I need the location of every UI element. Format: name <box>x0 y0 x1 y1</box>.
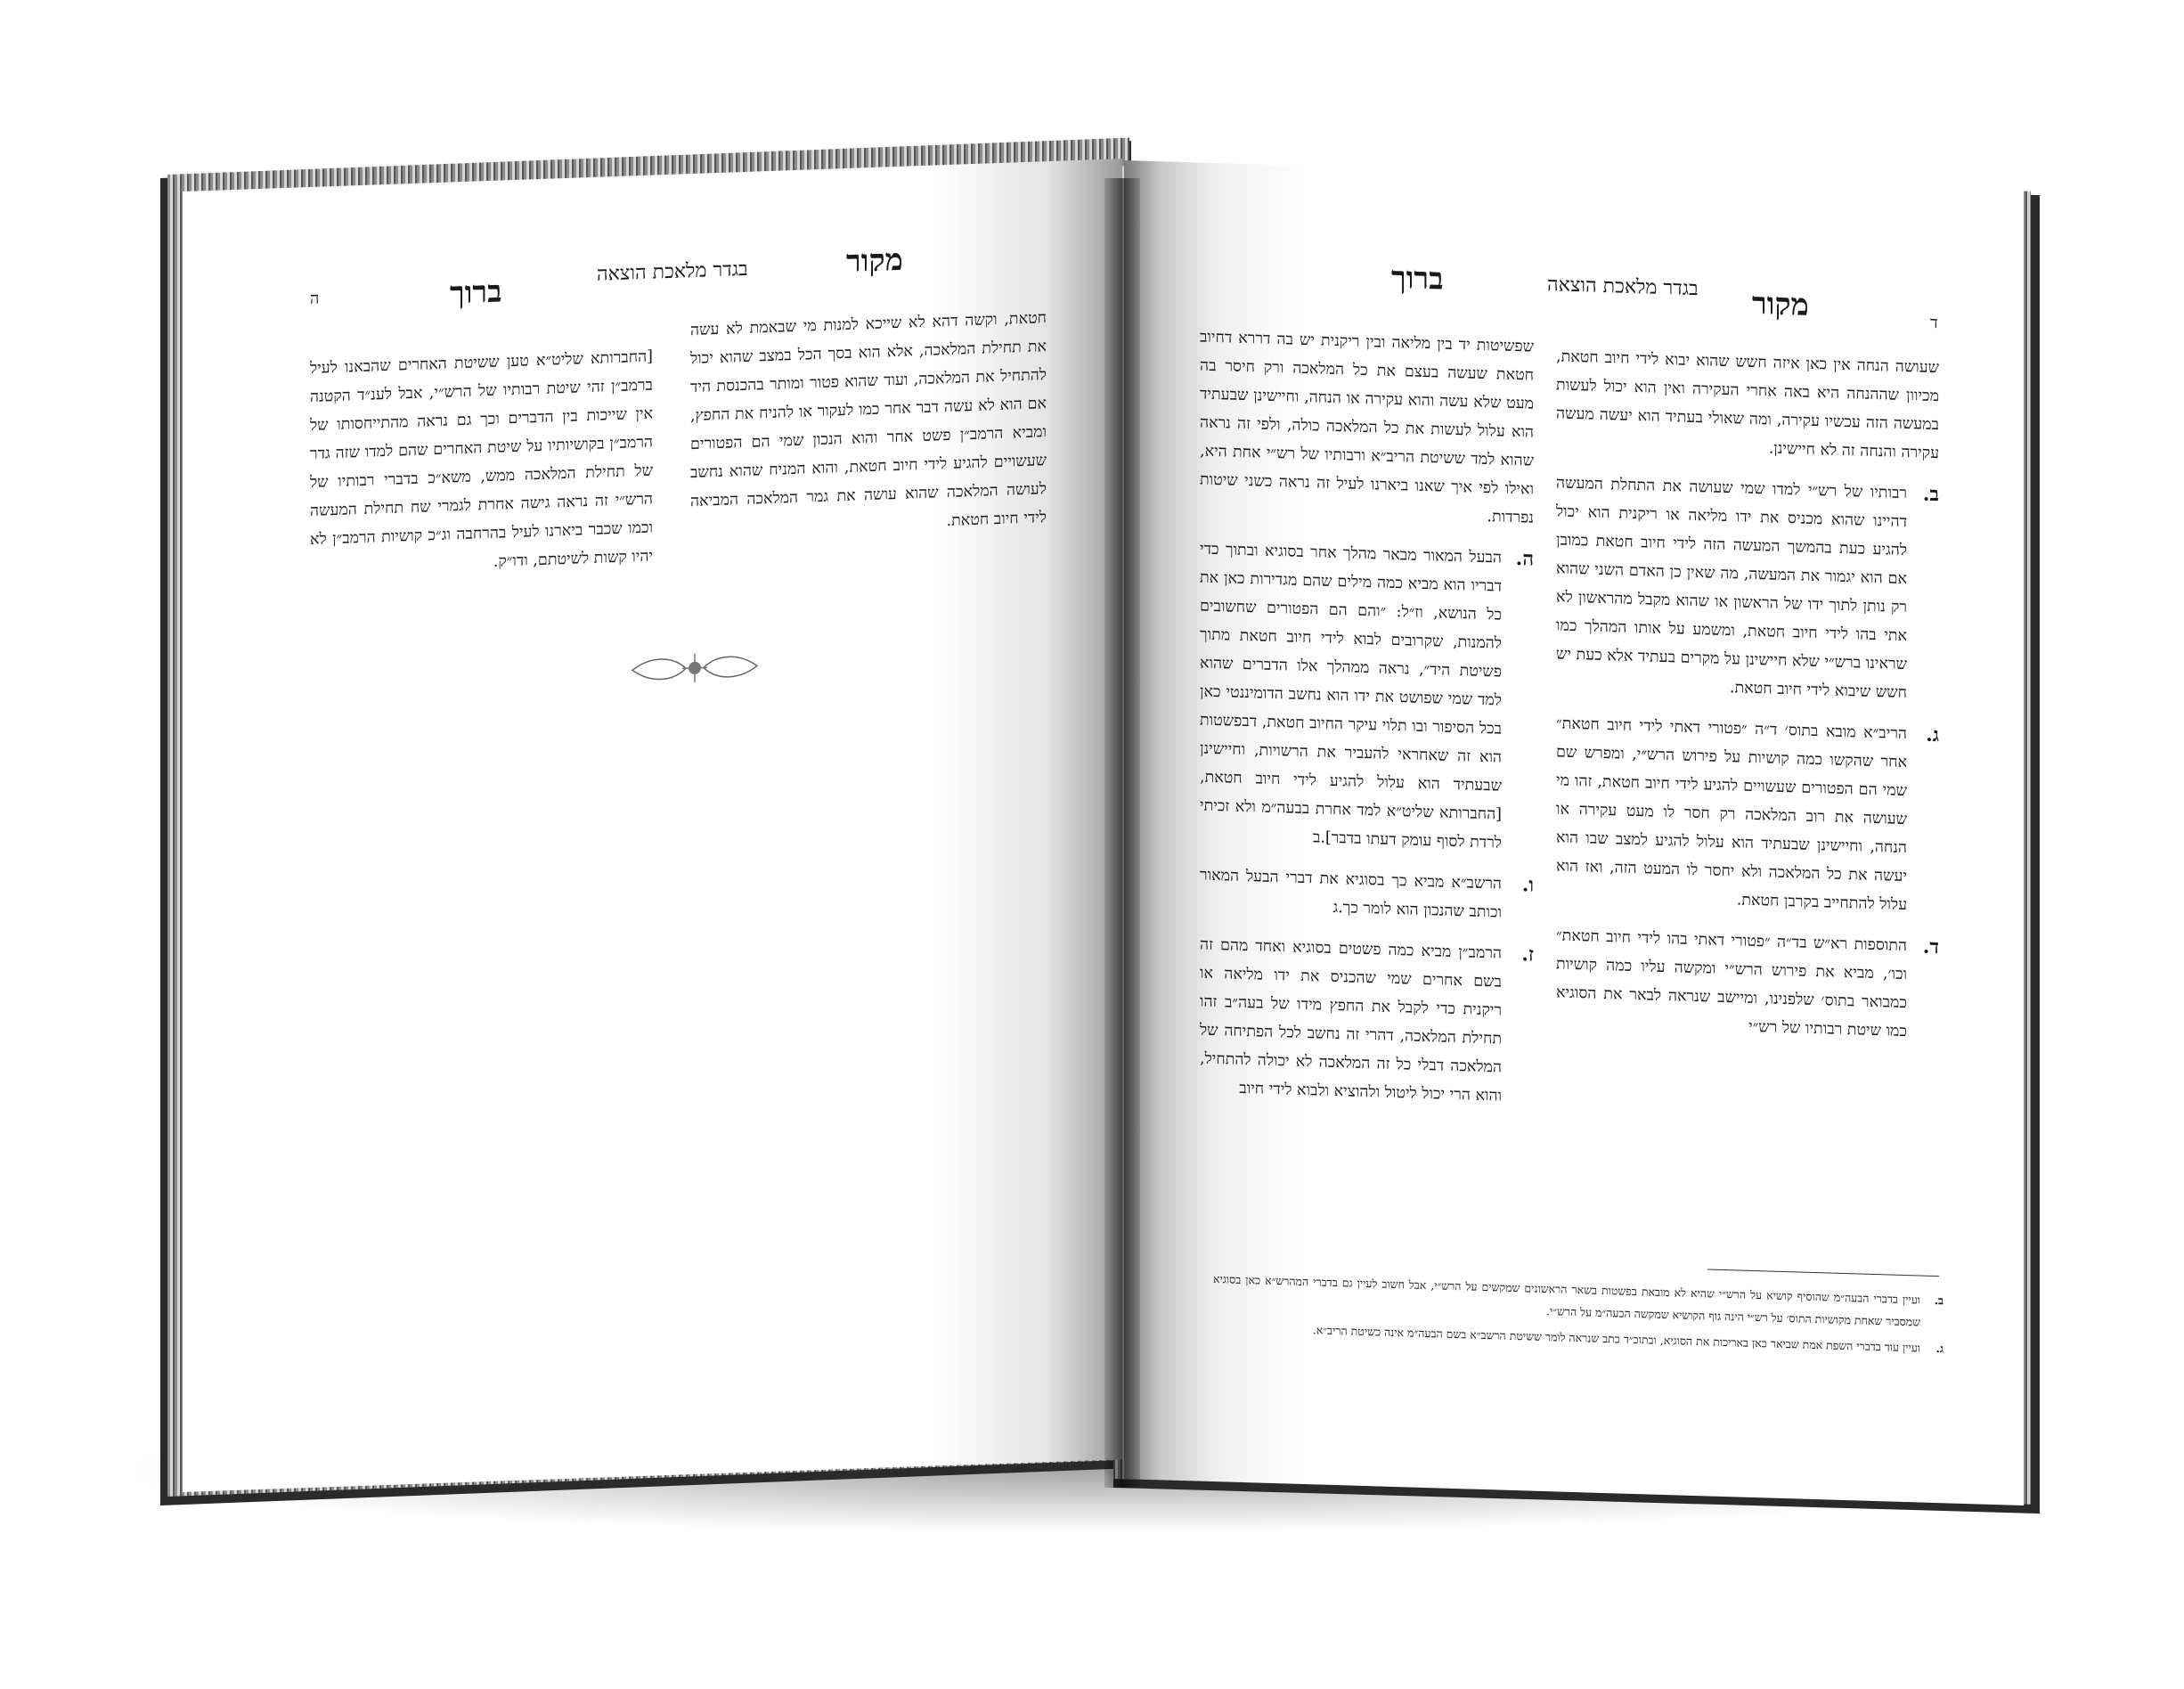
numbered-paragraph: ז. הרמב״ן מביא כמה פשטים בסוגיא ואחד מהם זה בשם אחרים שמי שהכניס את ידו מליאה או ריקנית כדי לקבל את החפץ מידו של בעה״ב זהו תחילת המלאכה, דהרי זה נחשב לכל הפתיחה של המלאכה דבלי כל זה המלאכה לא יכולה להתחיל, והוא הרי יכול ליטול ולהוציא ולבוא לידי חיוב <box>1200 935 1534 1106</box>
right-page-col-left <box>1200 323 1534 1124</box>
footnote: ב. ועיין בדברי הבעה״מ שהוסיף קושיא על הרש״י שהיא לא מובאת בפשטות בשאר הראשונים שמקשים על הרש״י, אבל חשוב לעיין גם בדברי המהרש״א כאן בסוגיא שמסביר שאחת מקושיות התוס׳ על רש״י הינה גוף הקושיא שמקשה הבעה״מ על הרש״י. <box>1213 1271 1944 1329</box>
paragraph: [החברותא שליט״א טען ששיטת האחרים שהבאנו לעיל ברמב״ן זהי שיטת רבותיו של הרש״י, אבל לענ״ד הקטנה אין שייכות בין הדברים וכך גם נראה מהתייחסותו של הרמב״ן בקושיותיו על שיטת האחרים שהם למדו שזה גדר של תחילת המלאכה ממש, משא״כ בדברי רבותיו של הרש״י זה נראה גישה אחרת לגמרי שח תחילת המעשה וכמו שכבר ביארנו לעיל בהרחבה וג״כ קושיות הרמב״ן לא יהיו קשות לשיטתם, ודו״ק. <box>310 347 653 571</box>
section-mark: ג. <box>1926 722 1939 747</box>
paragraph: שפשיטות יד בין מליאה ובין ריקנית יש בה דררא דחיוב חטאת שעשה בעצם את כל המלאכה ורק חיסר בה מעט שלא עשה והוא עקירה או הנחה, וחיישינן שבעתיד הוא עלול לעשות את כל המלאכה כולה, ולפי זה נראה שהוא למד ששיטת הריב״א ורבותיו של רש״י אחת היא, ואילו לפי איך שאנו ביארנו לעיל זה נראה כשני שיטות נפרדות. <box>1200 328 1534 527</box>
section-mark: ב. <box>1922 482 1939 507</box>
header-author: ברוך <box>450 273 502 312</box>
page-number: ד <box>1930 313 1938 333</box>
section-mark: ז. <box>1521 942 1534 967</box>
left-page-col-left <box>310 343 653 595</box>
header-big-right: מקור <box>1752 285 1809 323</box>
paragraph: שעושה הנחה אין כאן איזה חשש שהוא יבוא לידי חיוב חטאת, מכיוון שההנחה היא באה אחרי העקירה ואין הוא יכול לעשות במעשה הזה עכשיו עקירה, ומה שאולי בעתיד הוא יעשה מעשה עקירה והנחה זה לא חיישינן. <box>1556 347 1939 463</box>
right-page <box>1124 160 2024 1505</box>
book-gutter <box>1104 178 1140 1488</box>
section-mark: ו. <box>1521 873 1534 897</box>
numbered-paragraph: ב. רבותיו של רש״י למדו שמי שעושה את התחלת המעשה דהיינו שהוא מכניס את ידו מליאה או ריקנית הוא יכול להגיע כעת בהמשך המעשה הזה לידי חיוב חטאת כמובן אם הוא יגמור את המעשה, מה שאין כן האדם השני שהוא רק נותן לתוך ידו של הראשון או שהוא מקבל מהראשון לא אתי בהו לידי חיוב חטאת, ומשמע על אותו המהלך כמו שראינו ברש״י שלא חיישינן על מקרים בעתיד אלא כעת יש חשש שיבוא לידי חיוב חטאת. <box>1556 474 1939 703</box>
header-author: ברוך <box>1391 259 1444 298</box>
ornament-flourish <box>623 648 766 689</box>
footnote-mark: ג. <box>1935 1342 1944 1356</box>
footnote-mark: ב. <box>1934 1293 1944 1308</box>
paragraph: חטאת, וקשה דהא לא שייכא למנות מי שבאמת לא עשה את תחילת המלאכה, אלא הוא בסך הכל במצב שהוא יכול להתחיל את המלאכה, ועוד שהוא פטור ומותר בהכנסת היד אם הוא לא עשה דבר אחר כמו לעקור או להניח את החפץ, ומביא הרמב״ן פשט אחר והוא הנכון שמי הם הפטורים שעשויים להגיע לידי חיוב חטאת, והוא המניח שהוא נחשב לעושה המלאכה שהוא עושה את גמר המלאכה המביאה לידי חיוב חטאת. <box>690 309 1047 531</box>
page-number: ה <box>310 289 320 309</box>
footnotes <box>1213 1268 1944 1363</box>
header-big-left: מקור <box>846 241 903 280</box>
section-mark: ה. <box>1515 547 1534 571</box>
right-page-col-right <box>1556 342 1939 1059</box>
left-page-col-right <box>690 304 1047 557</box>
left-page <box>183 159 1122 1492</box>
numbered-paragraph: ד. התוספות רא״ש בד״ה ״פטורי דאתי בהו לידי חיוב חטאת״ וכו׳, מביא את פירוש הרש״י ומקשה עליו כמה קושיות כמבואר בתוס׳ שלפנינו, ומיישב שנראה לבאר את הסוגיא כמו שיטת רבותיו של רש״י <box>1556 926 1939 1041</box>
footnote: ג. ועיין עוד בדברי השפת אמת שביאר כאן באריכות את הסוגיא, ובתוכ״ד כתב שנראה לומר ששיטת הרשב״א בשם הבעה״מ אינה כשיטת הריב״א. <box>1213 1316 1944 1359</box>
numbered-paragraph: ו. הרשב״א מביא כך בסוגיא את דברי הבעל המאור וכותב שהנכון הוא לומר כך.ג <box>1200 866 1534 922</box>
header-title: בגדר מלאכת הוצאה <box>1547 273 1699 301</box>
section-mark: ד. <box>1922 934 1939 959</box>
header-title: בגדר מלאכת הוצאה <box>597 257 748 286</box>
footnote-rule <box>1707 1269 1939 1277</box>
numbered-paragraph: ג. הריב״א מובא בתוס׳ ד״ה ״פטורי דאתי לידי חיוב חטאת״ אחר שהקשו כמה קושיות על פירוש הרש״י, ומפרש שם שמי הם הפטורים שעשויים להגיע לידי חיוב חטאת, זהו מי שעושה את רוב המלאכה רק חסר לו מעט עקירה או הנחה, וחיישינן שבעתיד הוא עלול להגיע למצב שבו הוא יעשה את כל המלאכה ולא יחסר לו המעט הזה, ואז הוא עלול להתחייב בקרבן חטאת. <box>1556 714 1939 915</box>
numbered-paragraph: ה. הבעל המאור מבאר מהלך אחר בסוגיא ובתוך כדי דבריו הוא מביא כמה מילים שהם מגדירות כאן את כל הנושא, וז״ל: ״והם הם הפטורים שחשובים להמנות, שקרובים לבוא לידי חיוב חטאת מתוך פשיטת היד״, נראה ממהלך אלו הדברים שהוא למד שמי שפושט את ידו הוא נחשב הדומיננטי כאן בכל הסיפור ובו תלוי עיקר החיוב חטאת, דבפשטות הוא זה שאחראי להעביר את הרשויות, וחיישינן שבעתיד הוא עלול להגיע לידי חיוב חטאת, [החברותא שליט״א למד אחרת בבעה״מ ולא זכיתי לרדת לסוף עומק דעתו בדבר].ב <box>1200 540 1534 853</box>
